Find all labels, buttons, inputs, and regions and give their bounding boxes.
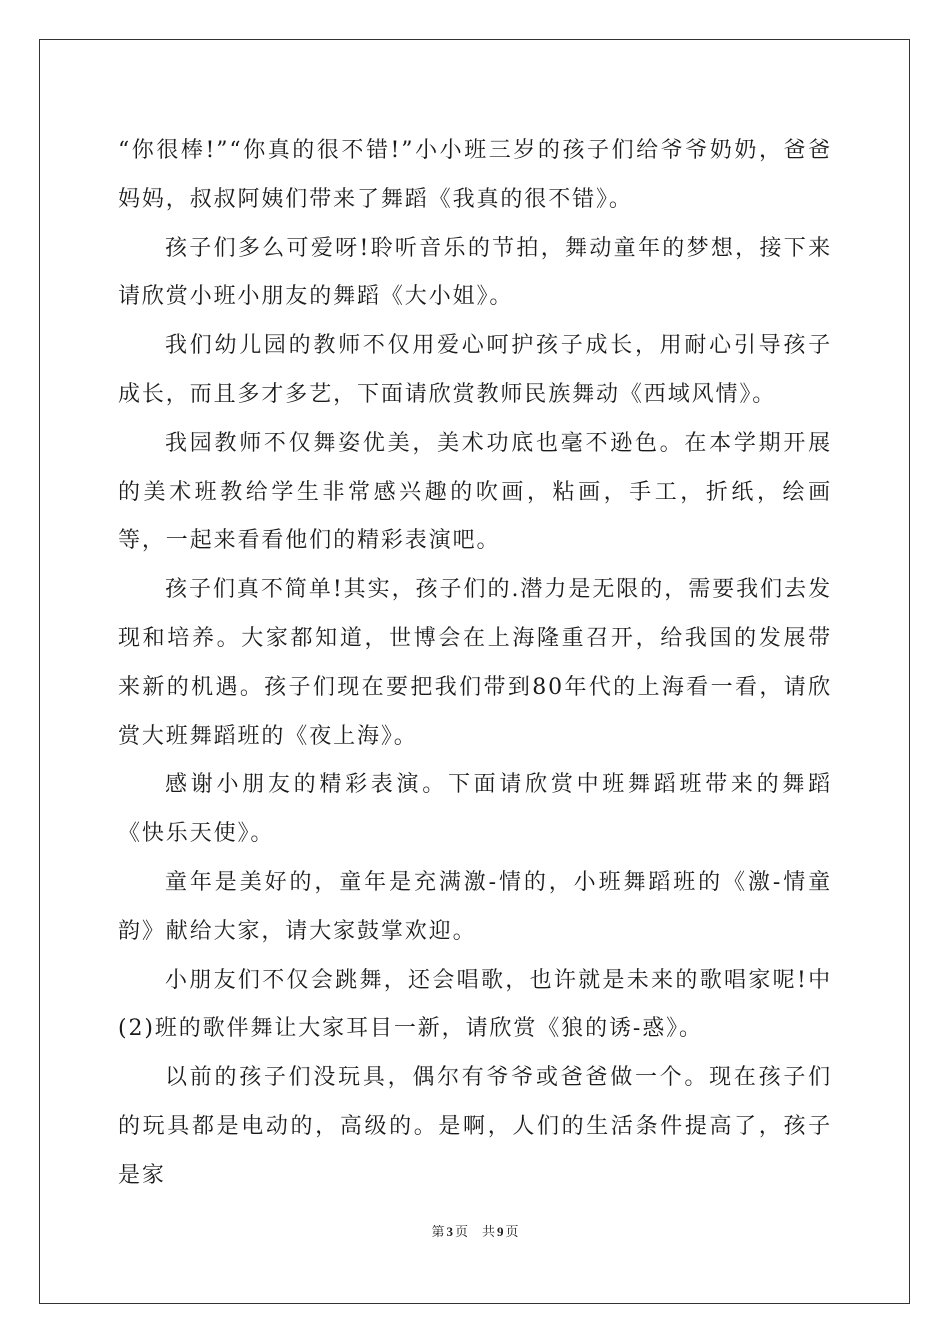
page-label-prefix: 第	[431, 1224, 445, 1239]
total-label-prefix: 共	[482, 1224, 496, 1239]
paragraph-2: 孩子们多么可爱呀!聆听音乐的节拍，舞动童年的梦想，接下来请欣赏小班小朋友的舞蹈《大小姐》。	[118, 235, 832, 310]
total-page-number: 9	[497, 1224, 504, 1239]
paragraph-3: 我们幼儿园的教师不仅用爱心呵护孩子成长，用耐心引导孩子成长，而且多才多艺，下面请欣赏教师民族舞动《西域风情》。	[118, 333, 832, 407]
total-label-suffix: 页	[505, 1224, 519, 1239]
paragraph-6: 感谢小朋友的精彩表演。下面请欣赏中班舞蹈班带来的舞蹈《快乐天使》。	[118, 772, 832, 847]
document-body	[118, 127, 832, 1201]
paragraph-9: 以前的孩子们没玩具，偶尔有爷爷或爸爸做一个。现在孩子们的玩具都是电动的，高级的。是啊，人们的生活条件提高了，孩子是家	[118, 1065, 832, 1188]
paragraph-5: 孩子们真不简单!其实，孩子们的.潜力是无限的，需要我们去发现和培养。大家都知道，世博会在上海隆重召开，给我国的发展带来新的机遇。孩子们现在要把我们带到80年代的上海看一看，请欣赏大班舞蹈班的《夜上海》。	[118, 577, 832, 749]
current-page-number: 3	[446, 1224, 453, 1239]
paragraph-4: 我园教师不仅舞姿优美，美术功底也毫不逊色。在本学期开展的美术班教给学生非常感兴趣的吹画，粘画，手工，折纸，绘画等，一起来看看他们的精彩表演吧。	[118, 430, 832, 554]
page-footer	[0, 1221, 950, 1240]
paragraph-1: “你很棒!”“你真的很不错!”小小班三岁的孩子们给爷爷奶奶，爸爸妈妈，叔叔阿姨们带来了舞蹈《我真的很不错》。	[118, 138, 832, 212]
paragraph-8: 小朋友们不仅会跳舞，还会唱歌，也许就是未来的歌唱家呢!中(2)班的歌伴舞让大家耳目一新，请欣赏《狼的诱-惑》。	[118, 967, 832, 1042]
paragraph-7: 童年是美好的，童年是充满激-情的，小班舞蹈班的《激-情童韵》献给大家，请大家鼓掌欢迎。	[118, 869, 832, 944]
page-label-suffix: 页	[454, 1224, 468, 1239]
